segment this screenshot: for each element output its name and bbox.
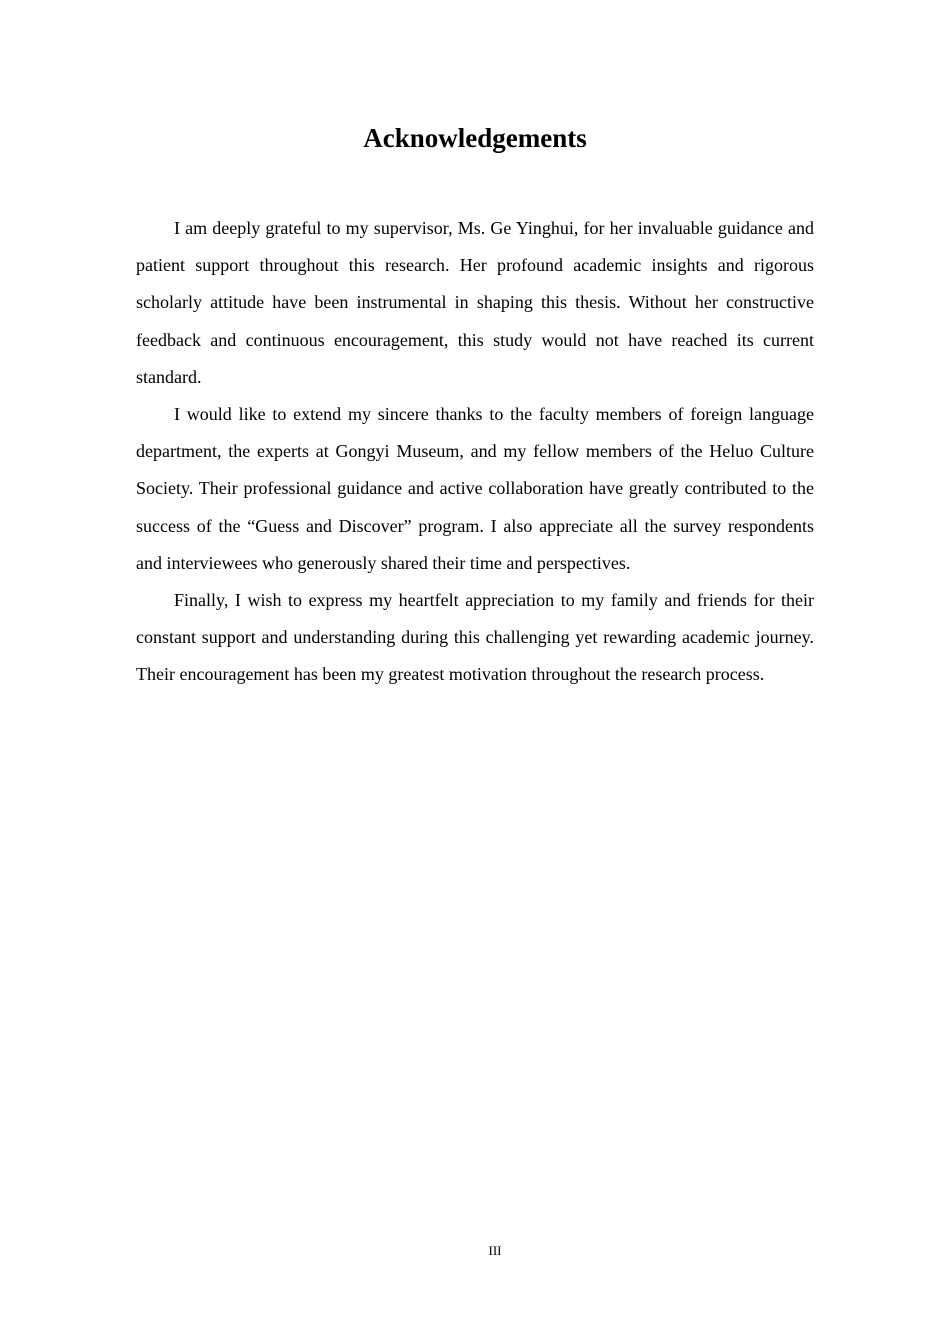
paragraph-supervisor: I am deeply grateful to my supervisor, Ms. Ge Yinghui, for her invaluable guidance and patient support throughout this research. Her profound academic insights and rigorous scholarly attitude have been instrumental in shaping this thesis. Without her constructive feedback and continuous encouragement, this study would not have reached its current standard.	[136, 218, 814, 387]
acknowledgements-body	[136, 210, 814, 694]
paragraph-family-thanks: Finally, I wish to express my heartfelt appreciation to my family and friends for their constant support and understanding during this challenging yet rewarding academic journey. Their encouragement has been my greatest motivation throughout the research process.	[136, 590, 814, 685]
page-number: III	[488, 1243, 502, 1258]
paragraph-faculty-thanks: I would like to extend my sincere thanks to the faculty members of foreign language department, the experts at Gongyi Museum, and my fellow members of the Heluo Culture Society. Their professional guidance and active collaboration have greatly contributed to the success of the “Guess and Discover” program. I also appreciate all the survey respondents and interviewees who generously shared their time and perspectives.	[136, 404, 814, 573]
page-title: Acknowledgements	[363, 123, 587, 153]
